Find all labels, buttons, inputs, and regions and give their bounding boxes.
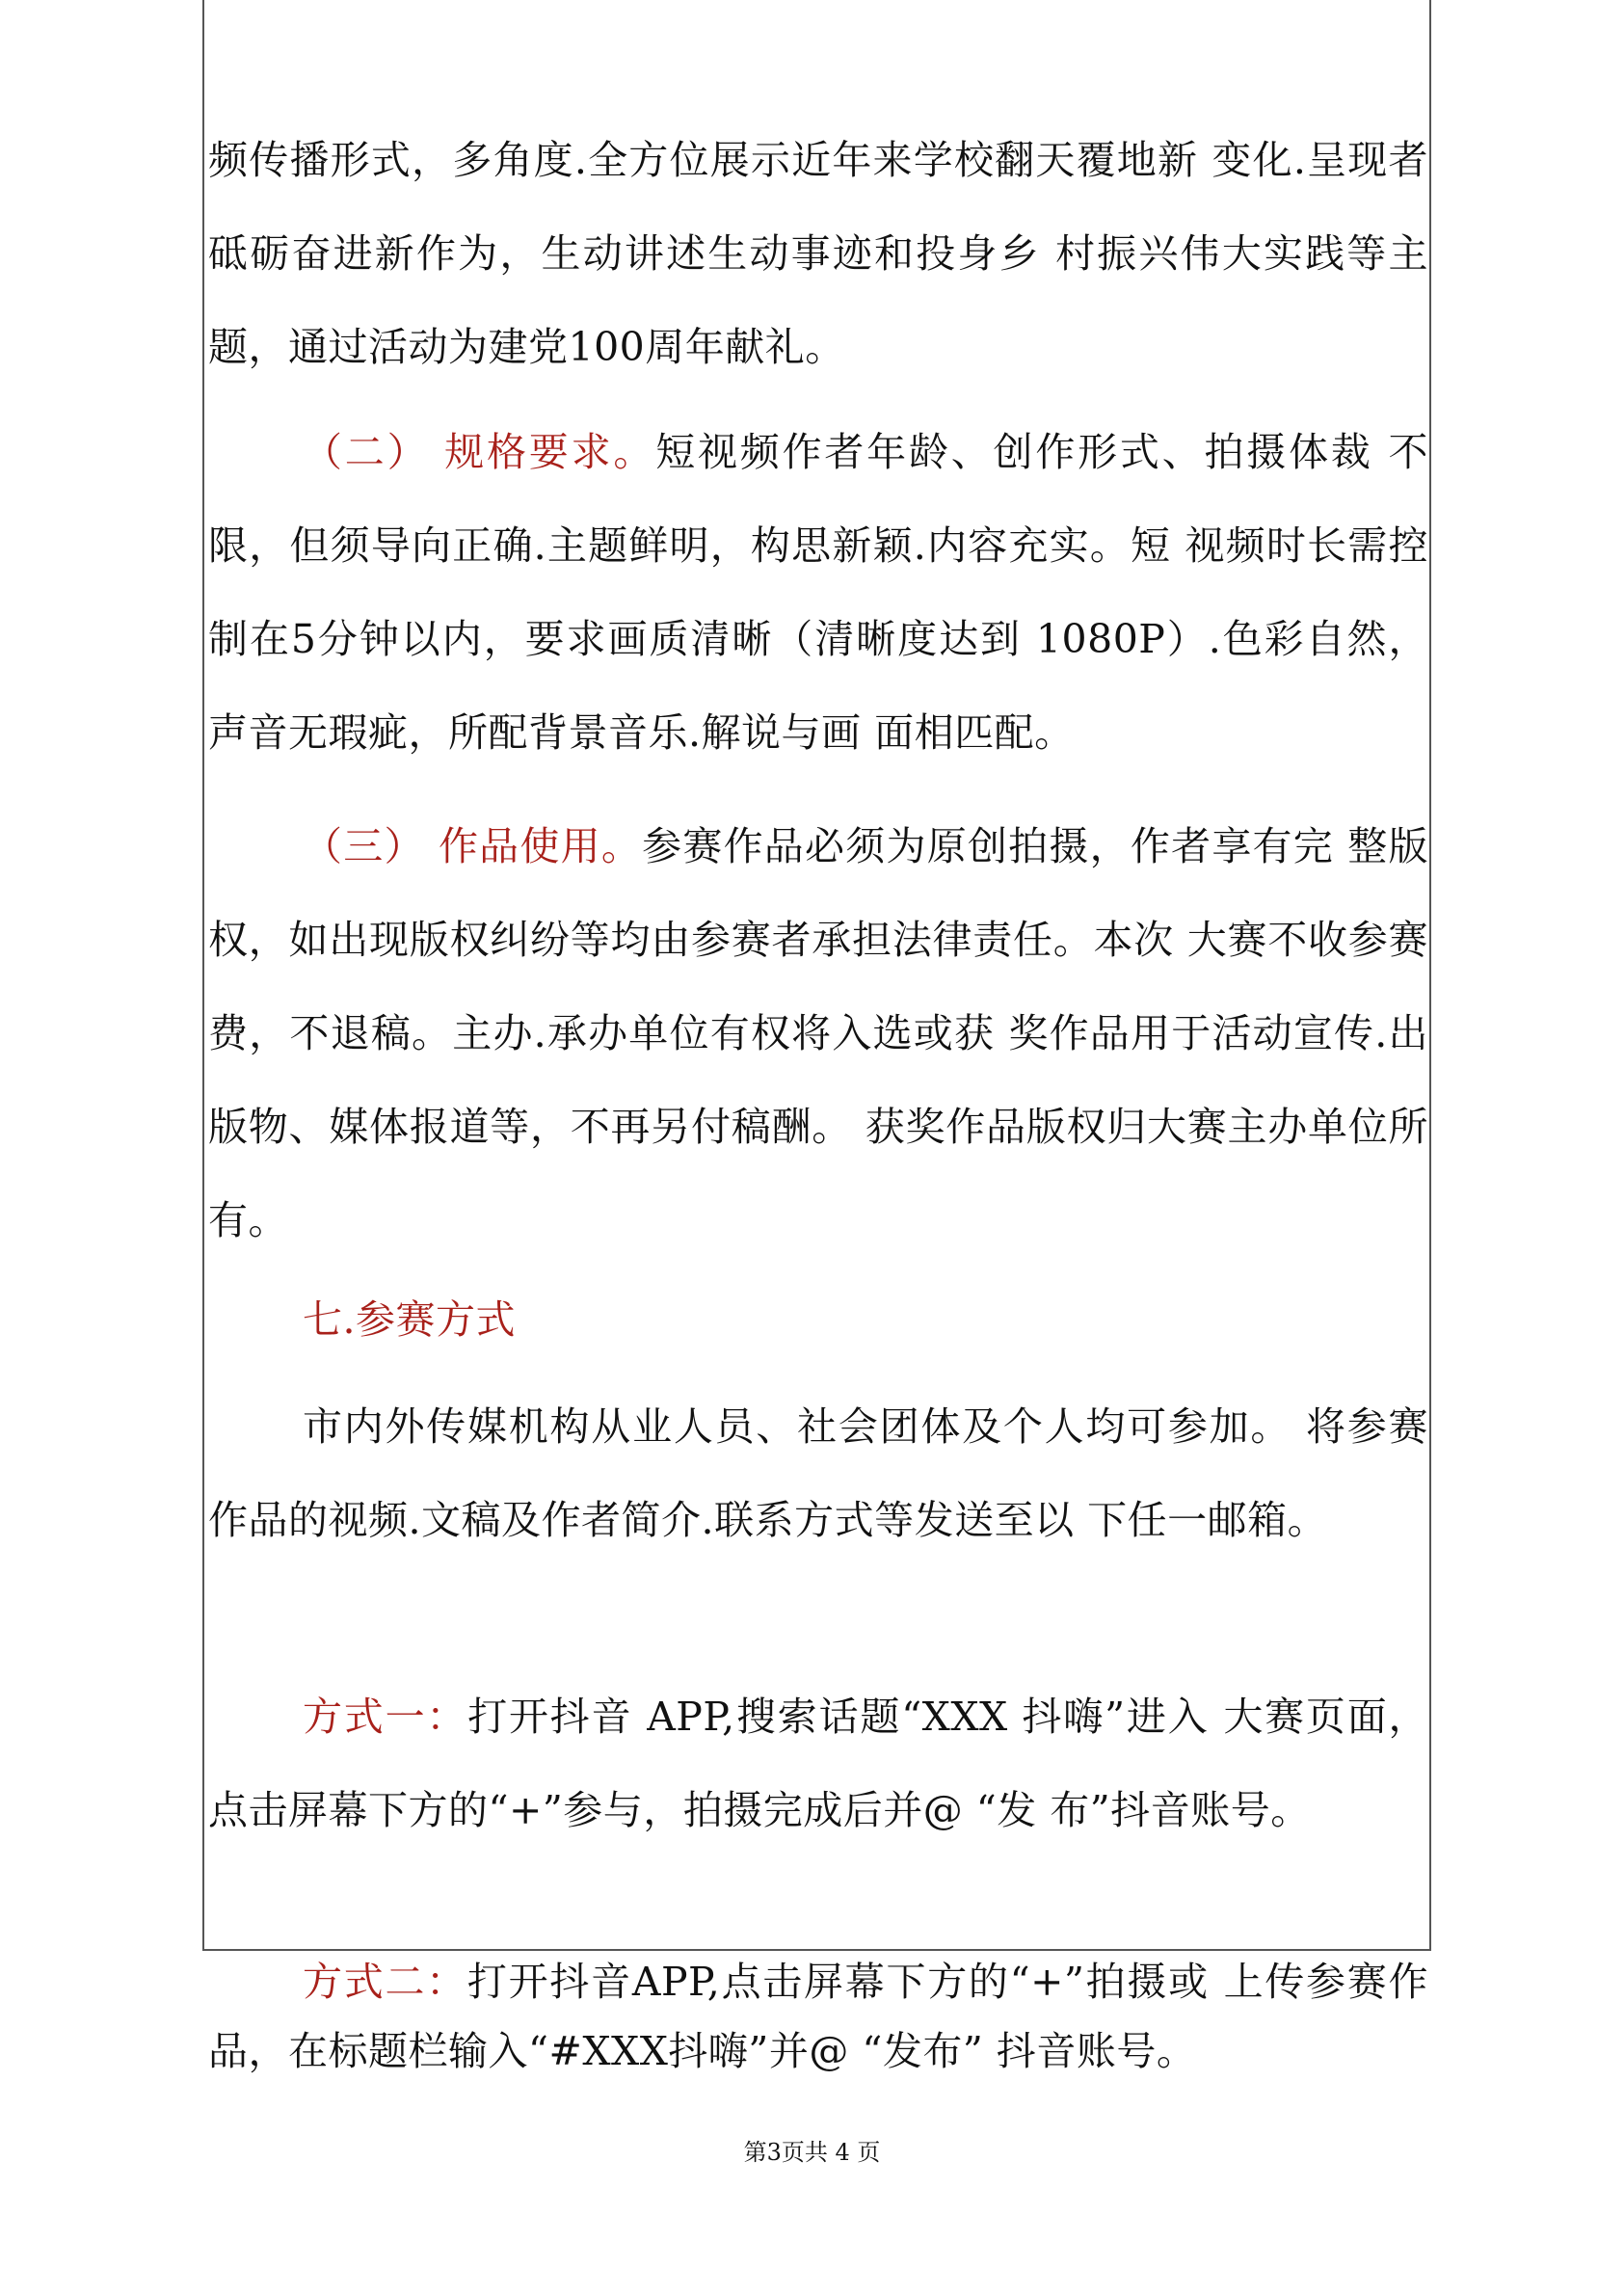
method-two-label: 方式二： (303, 1959, 467, 2005)
paragraph-text: 打开抖音 APP,搜索话题“XXX 抖嗨”进入 大赛页面，点击屏幕下方的“+”参与，拍摄完成后并@ “发 布”抖音账号。 (208, 1694, 1428, 1833)
paragraph-participation-intro (208, 1380, 1428, 1567)
paragraph-spec-requirements (208, 406, 1428, 780)
section-heading-participation (208, 1273, 1428, 1367)
paragraph-text: 市内外传媒机构从业人员、社会团体及个人均可参加。 将参赛作品的视频.文稿及作者简介.联系方式等发送至以 下任一邮箱。 (208, 1403, 1428, 1543)
paragraph-intro-continuation (208, 114, 1428, 394)
paragraph-text: 频传播形式，多角度.全方位展示近年来学校翻天覆地新 变化.呈现者砥砺奋进新作为，生动讲述生动事迹和投身乡 村振兴伟大实践等主题，通过活动为建党100周年献礼。 (208, 137, 1428, 370)
section-heading-text: 七.参赛方式 (303, 1296, 517, 1343)
section-heading-usage: （三） 作品使用。 (303, 823, 643, 869)
section-heading-spec: （二） 规格要求。 (303, 429, 656, 475)
page-number-footer: 第3页共 4 页 (743, 2139, 881, 2166)
method-one-label: 方式一： (303, 1694, 468, 1740)
paragraph-text: 参赛作品必须为原创拍摄，作者享有完 整版权，如出现版权纠纷等均由参赛者承担法律责任。本次 大赛不收参赛费，不退稿。主办.承办单位有权将入选或获 奖作品用于活动宣传.出版物、媒体报道等，不再另付稿酬。 获奖作品版权归大赛主办单位所有。 (208, 823, 1428, 1243)
paragraph-text: 短视频作者年龄、创作形式、拍摄体裁 不限，但须导向正确.主题鲜明，构思新颖.内容充实。短 视频时长需控制在5分钟以内，要求画质清晰（清晰度达到 1080P）.色彩自然，声音无瑕疵，所配背景音乐.解说与画 面相匹配。 (208, 429, 1428, 756)
paragraph-work-usage (208, 800, 1428, 1268)
paragraph-method-one (208, 1670, 1428, 1857)
paragraph-text: 打开抖音APP,点击屏幕下方的“+”拍摄或 上传参赛作品，在标题栏输入“#XXX抖嗨”并@ “发布” 抖音账号。 (208, 1959, 1429, 2074)
paragraph-method-two (208, 1947, 1428, 2086)
